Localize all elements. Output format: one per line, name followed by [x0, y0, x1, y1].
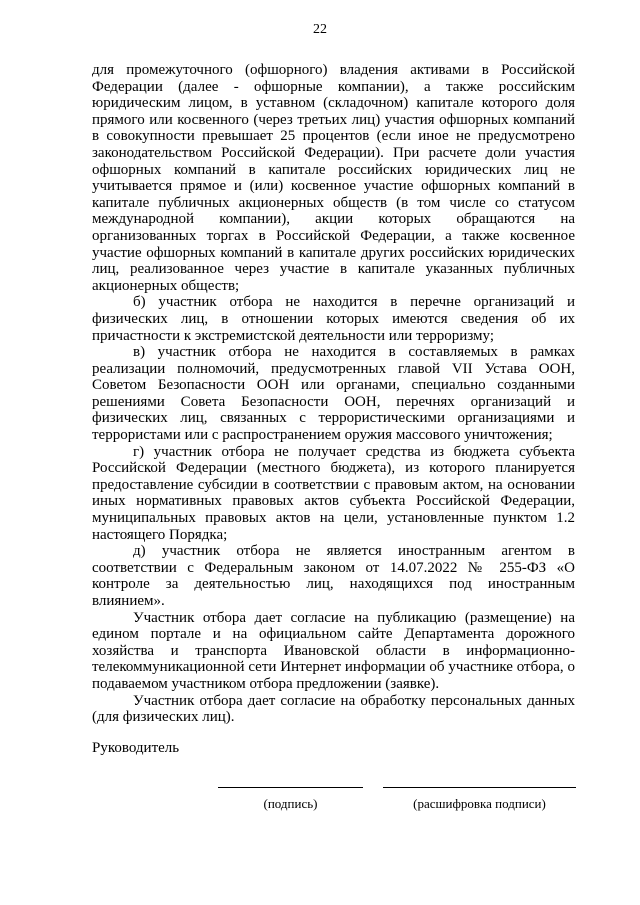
decryption-caption: (расшифровка подписи)	[413, 796, 546, 811]
signature-caption: (подпись)	[263, 796, 318, 811]
signature-line	[218, 787, 363, 788]
page-number: 22	[313, 22, 327, 37]
document-body	[92, 62, 575, 756]
head-label: Руководитель	[92, 739, 180, 756]
signature-block	[218, 787, 576, 827]
paragraph-item-b: б) участник отбора не находится в перечне организаций и физических лиц, в отношении которых имеются сведения об их причастности к экстремистской деятельности или терроризму;	[92, 294, 575, 344]
paragraph-offshore: для промежуточного (офшорного) владения активами в Российской Федерации (далее - офшорные компании), а также российским юридическим лицом, в уставном (складочном) капитале которого доля прямого или косвенного (через третьих лиц) участия офшорных компаний в совокупности превышает 25 процентов (если иное не предусмотрено законодательством Российской Федерации). При расчете доли участия офшорных компаний в капитале российских юридических лиц не учитывается прямое и (или) косвенное участие офшорных компаний в капитале публичных акционерных обществ (в том числе со статусом международной компании), акции которых обращаются на организованных торгах в Российской Федерации, а также косвенное участие офшорных компаний в капитале других российских юридических лиц, реализованное через участие в капитале указанных публичных акционерных обществ;	[92, 62, 575, 294]
paragraph-consent-personal-data: Участник отбора дает согласие на обработку персональных данных (для физических лиц).	[92, 692, 575, 726]
decryption-line	[383, 787, 576, 788]
paragraph-item-v: в) участник отбора не находится в составляемых в рамках реализации полномочий, предусмотренных главой VII Устава ООН, Советом Безопасности ООН или органами, специально созданными решениями Совета Безопасности ООН, перечнях организаций и физических лиц, связанных с террористическими организациями и террористами или с распространением оружия массового уничтожения;	[92, 344, 575, 444]
decryption-field	[383, 787, 576, 812]
paragraph-consent-publication: Участник отбора дает согласие на публикацию (размещение) на едином портале и на официальном сайте Департамента дорожного хозяйства и транспорта Ивановской области в информационно-телекоммуникационной сети Интернет информации об участнике отбора, о подаваемом участником отбора предложении (заявке).	[92, 609, 575, 692]
signature-field	[218, 787, 363, 812]
paragraph-item-d: д) участник отбора не является иностранным агентом в соответствии с Федеральным законом от 14.07.2022 № 255-ФЗ «О контроле за деятельностью лиц, находящихся под иностранным влиянием».	[92, 543, 575, 609]
paragraph-item-g: г) участник отбора не получает средства из бюджета субъекта Российской Федерации (местного бюджета), из которого планируется предоставление субсидии в соответствии с правовым актом, на основании иных нормативных правовых актов субъекта Российской Федерации, муниципальных правовых актов на цели, установленные пунктом 1.2 настоящего Порядка;	[92, 443, 575, 543]
